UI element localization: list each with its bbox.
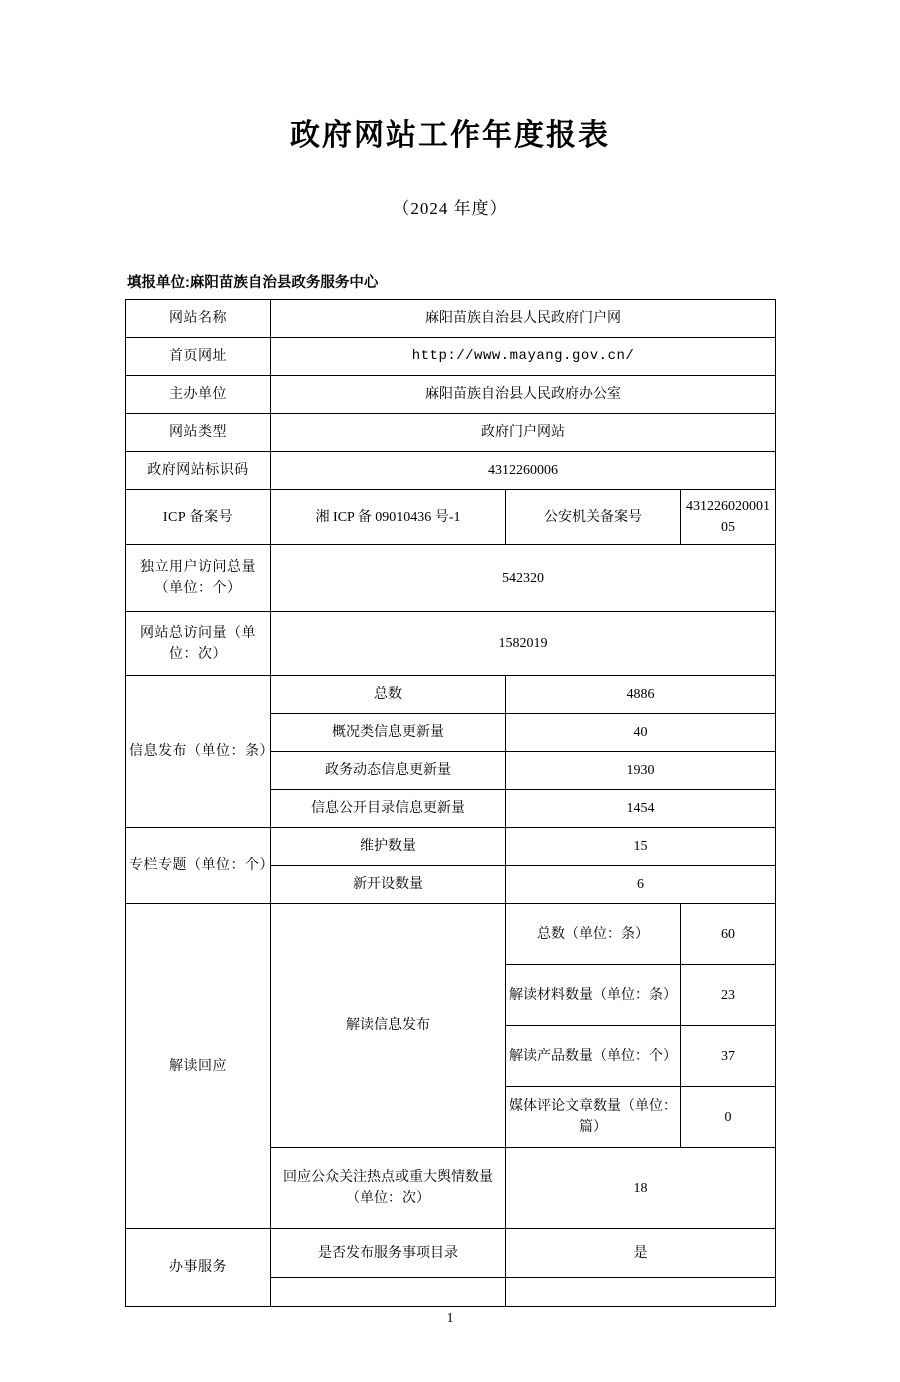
hotspot-response-value: 18 [506,1148,776,1229]
site-type-value: 政府门户网站 [271,414,776,452]
reporting-unit-label: 填报单位:麻阳苗族自治县政务服务中心 [127,275,379,291]
interpret-item-name: 总数（单位：条） [506,904,681,965]
homepage-url-value: http://www.mayang.gov.cn/ [271,338,776,376]
table-row [126,612,776,676]
table-row [126,376,776,414]
column-topic-label: 专栏专题（单位：个） [126,828,271,904]
icp-label: ICP 备案号 [126,490,271,545]
table-row [126,1229,776,1278]
interpret-item-name: 解读材料数量（单位：条） [506,965,681,1026]
police-record-label: 公安机关备案号 [506,490,681,545]
hotspot-response-label: 回应公众关注热点或重大舆情数量（单位：次） [271,1148,506,1229]
table-row [126,414,776,452]
info-publish-item-value: 1930 [506,752,776,790]
unique-visitors-value: 542320 [271,545,776,612]
info-publish-item-value: 40 [506,714,776,752]
page-title: 政府网站工作年度报表 [290,119,610,152]
site-code-value: 4312260006 [271,452,776,490]
info-publish-item-value: 4886 [506,676,776,714]
service-catalog-value: 是 [506,1229,776,1278]
interpret-item-value: 23 [681,965,776,1026]
table-row [126,338,776,376]
total-visits-label: 网站总访问量（单位：次） [126,612,271,676]
site-type-label: 网站类型 [126,414,271,452]
interpret-response-label: 解读回应 [126,904,271,1229]
icp-value: 湘 ICP 备 09010436 号-1 [271,490,506,545]
column-topic-item-name: 维护数量 [271,828,506,866]
info-publish-item-name: 信息公开目录信息更新量 [271,790,506,828]
interpret-item-value: 0 [681,1087,776,1148]
info-publish-label: 信息发布（单位：条） [126,676,271,828]
page-number: 1 [446,1311,454,1326]
interpret-item-name: 解读产品数量（单位：个） [506,1026,681,1087]
table-row [126,676,776,714]
info-publish-item-name: 政务动态信息更新量 [271,752,506,790]
column-topic-item-value: 6 [506,866,776,904]
site-name-label: 网站名称 [126,300,271,338]
site-name-value: 麻阳苗族自治县人民政府门户网 [271,300,776,338]
interpret-item-name: 媒体评论文章数量（单位：篇） [506,1087,681,1148]
homepage-url-label: 首页网址 [126,338,271,376]
annual-report-table [125,299,776,1307]
table-row [126,545,776,612]
info-publish-item-name: 总数 [271,676,506,714]
interpret-item-value: 60 [681,904,776,965]
service-catalog-label: 是否发布服务事项目录 [271,1229,506,1278]
police-record-value: 43122602000105 [681,490,776,545]
unique-visitors-label: 独立用户访问总量（单位：个） [126,545,271,612]
service-row-continued [271,1278,506,1307]
interpret-publish-label: 解读信息发布 [271,904,506,1148]
site-code-label: 政府网站标识码 [126,452,271,490]
sponsor-label: 主办单位 [126,376,271,414]
info-publish-item-value: 1454 [506,790,776,828]
service-row-continued-value [506,1278,776,1307]
page-subtitle: （2024 年度） [392,199,508,218]
table-row [126,490,776,545]
table-row [126,452,776,490]
service-label: 办事服务 [126,1229,271,1307]
document-page [0,110,900,1382]
table-row [126,300,776,338]
total-visits-value: 1582019 [271,612,776,676]
column-topic-item-value: 15 [506,828,776,866]
info-publish-item-name: 概况类信息更新量 [271,714,506,752]
table-row [126,904,776,965]
interpret-item-value: 37 [681,1026,776,1087]
sponsor-value: 麻阳苗族自治县人民政府办公室 [271,376,776,414]
table-row [126,828,776,866]
column-topic-item-name: 新开设数量 [271,866,506,904]
